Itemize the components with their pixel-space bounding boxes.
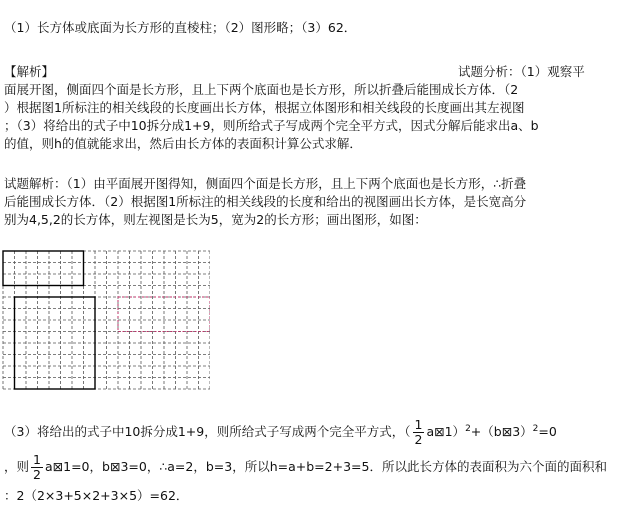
part3-text-h: =0: [538, 424, 557, 440]
unknown-glyph-icon: ⊠: [109, 459, 121, 474]
exponent-1: 2: [465, 424, 471, 434]
unknown-glyph-icon: ⊠: [434, 424, 445, 440]
part3-text-b: a: [426, 424, 435, 440]
solution-line-3: 别为4,5,2的长方体，则左视图是长为5，宽为2的长方形；画出图形，如图：: [4, 212, 427, 227]
line5-text-a: ，则: [4, 459, 30, 474]
analysis-line-3: ）根据图1所标注的相关线段的长度画出长方体，根据立体图形和相关线段的长度画出其左视图: [4, 100, 525, 115]
analysis-label: [458, 64, 585, 80]
part3-text-a: （3）将给出的式子中10拆分成1+9，则所给式子写成两个完全平方式，（: [4, 424, 411, 440]
analysis-label-text: 试题分析：: [458, 64, 521, 79]
analysis-line-4: ；（3）将给出的式子中10拆分成1+9，则所给式子写成两个完全平方式，因式分解后能求出a、b: [4, 118, 539, 133]
solution-part3-line: [4, 414, 557, 447]
line5-text-b: a: [44, 459, 53, 474]
fraction-denominator: 2: [33, 467, 41, 482]
part3-text-c: 1）: [444, 424, 466, 440]
exponent-2: 2: [532, 424, 539, 434]
fraction-numerator: 1: [414, 417, 423, 433]
unknown-glyph-icon: ⊠: [52, 459, 64, 474]
unknown-glyph-icon: ⊠: [501, 424, 513, 440]
analysis-heading: 【解析】: [4, 64, 55, 79]
analysis-line-5: 的值，则h的值就能求出，然后由长方体的表面积计算公式求解．: [4, 136, 362, 151]
solution-line-1: 试题解析：（1）由平面展开图得知，侧面四个面是长方形，且上下两个底面也是长方形，∴折叠: [4, 176, 527, 191]
fraction-half-2: [31, 453, 43, 482]
analysis-line-1-tail: （1）观察平: [520, 64, 585, 79]
fraction-half: [413, 418, 425, 447]
solution-line-2: 后能围成长方体．（2）根据图1所标注的相关线段的长度和给出的视图画出长方体，是长宽高分: [4, 194, 527, 209]
line5-text-d: 3=0，∴a=2，b=3，所以h=a+b=2+3=5．所以此长方体的表面积为六个面的面积和: [120, 459, 607, 474]
solution-line-5: [4, 452, 607, 482]
line5-text-c: 1=0，b: [63, 459, 110, 474]
analysis-line-2: 面展开图，侧面四个面是长方形，且上下两个底面也是长方形，所以折叠后能围成长方体．（2: [4, 82, 519, 97]
fraction-numerator: 1: [33, 452, 41, 467]
part3-text-e: +（b: [470, 424, 502, 440]
grid-figure: [0, 248, 210, 398]
part3-text-f: 3）: [512, 424, 533, 440]
top-view-rect: [3, 251, 84, 286]
solution-line-6: ：2（2×3+5×2+3×5）=62．: [4, 488, 189, 503]
answer-line: （1）长方体或底面为长方形的直棱柱；（2）图形略；（3）62．: [4, 20, 357, 35]
fraction-denominator: 2: [414, 432, 423, 448]
